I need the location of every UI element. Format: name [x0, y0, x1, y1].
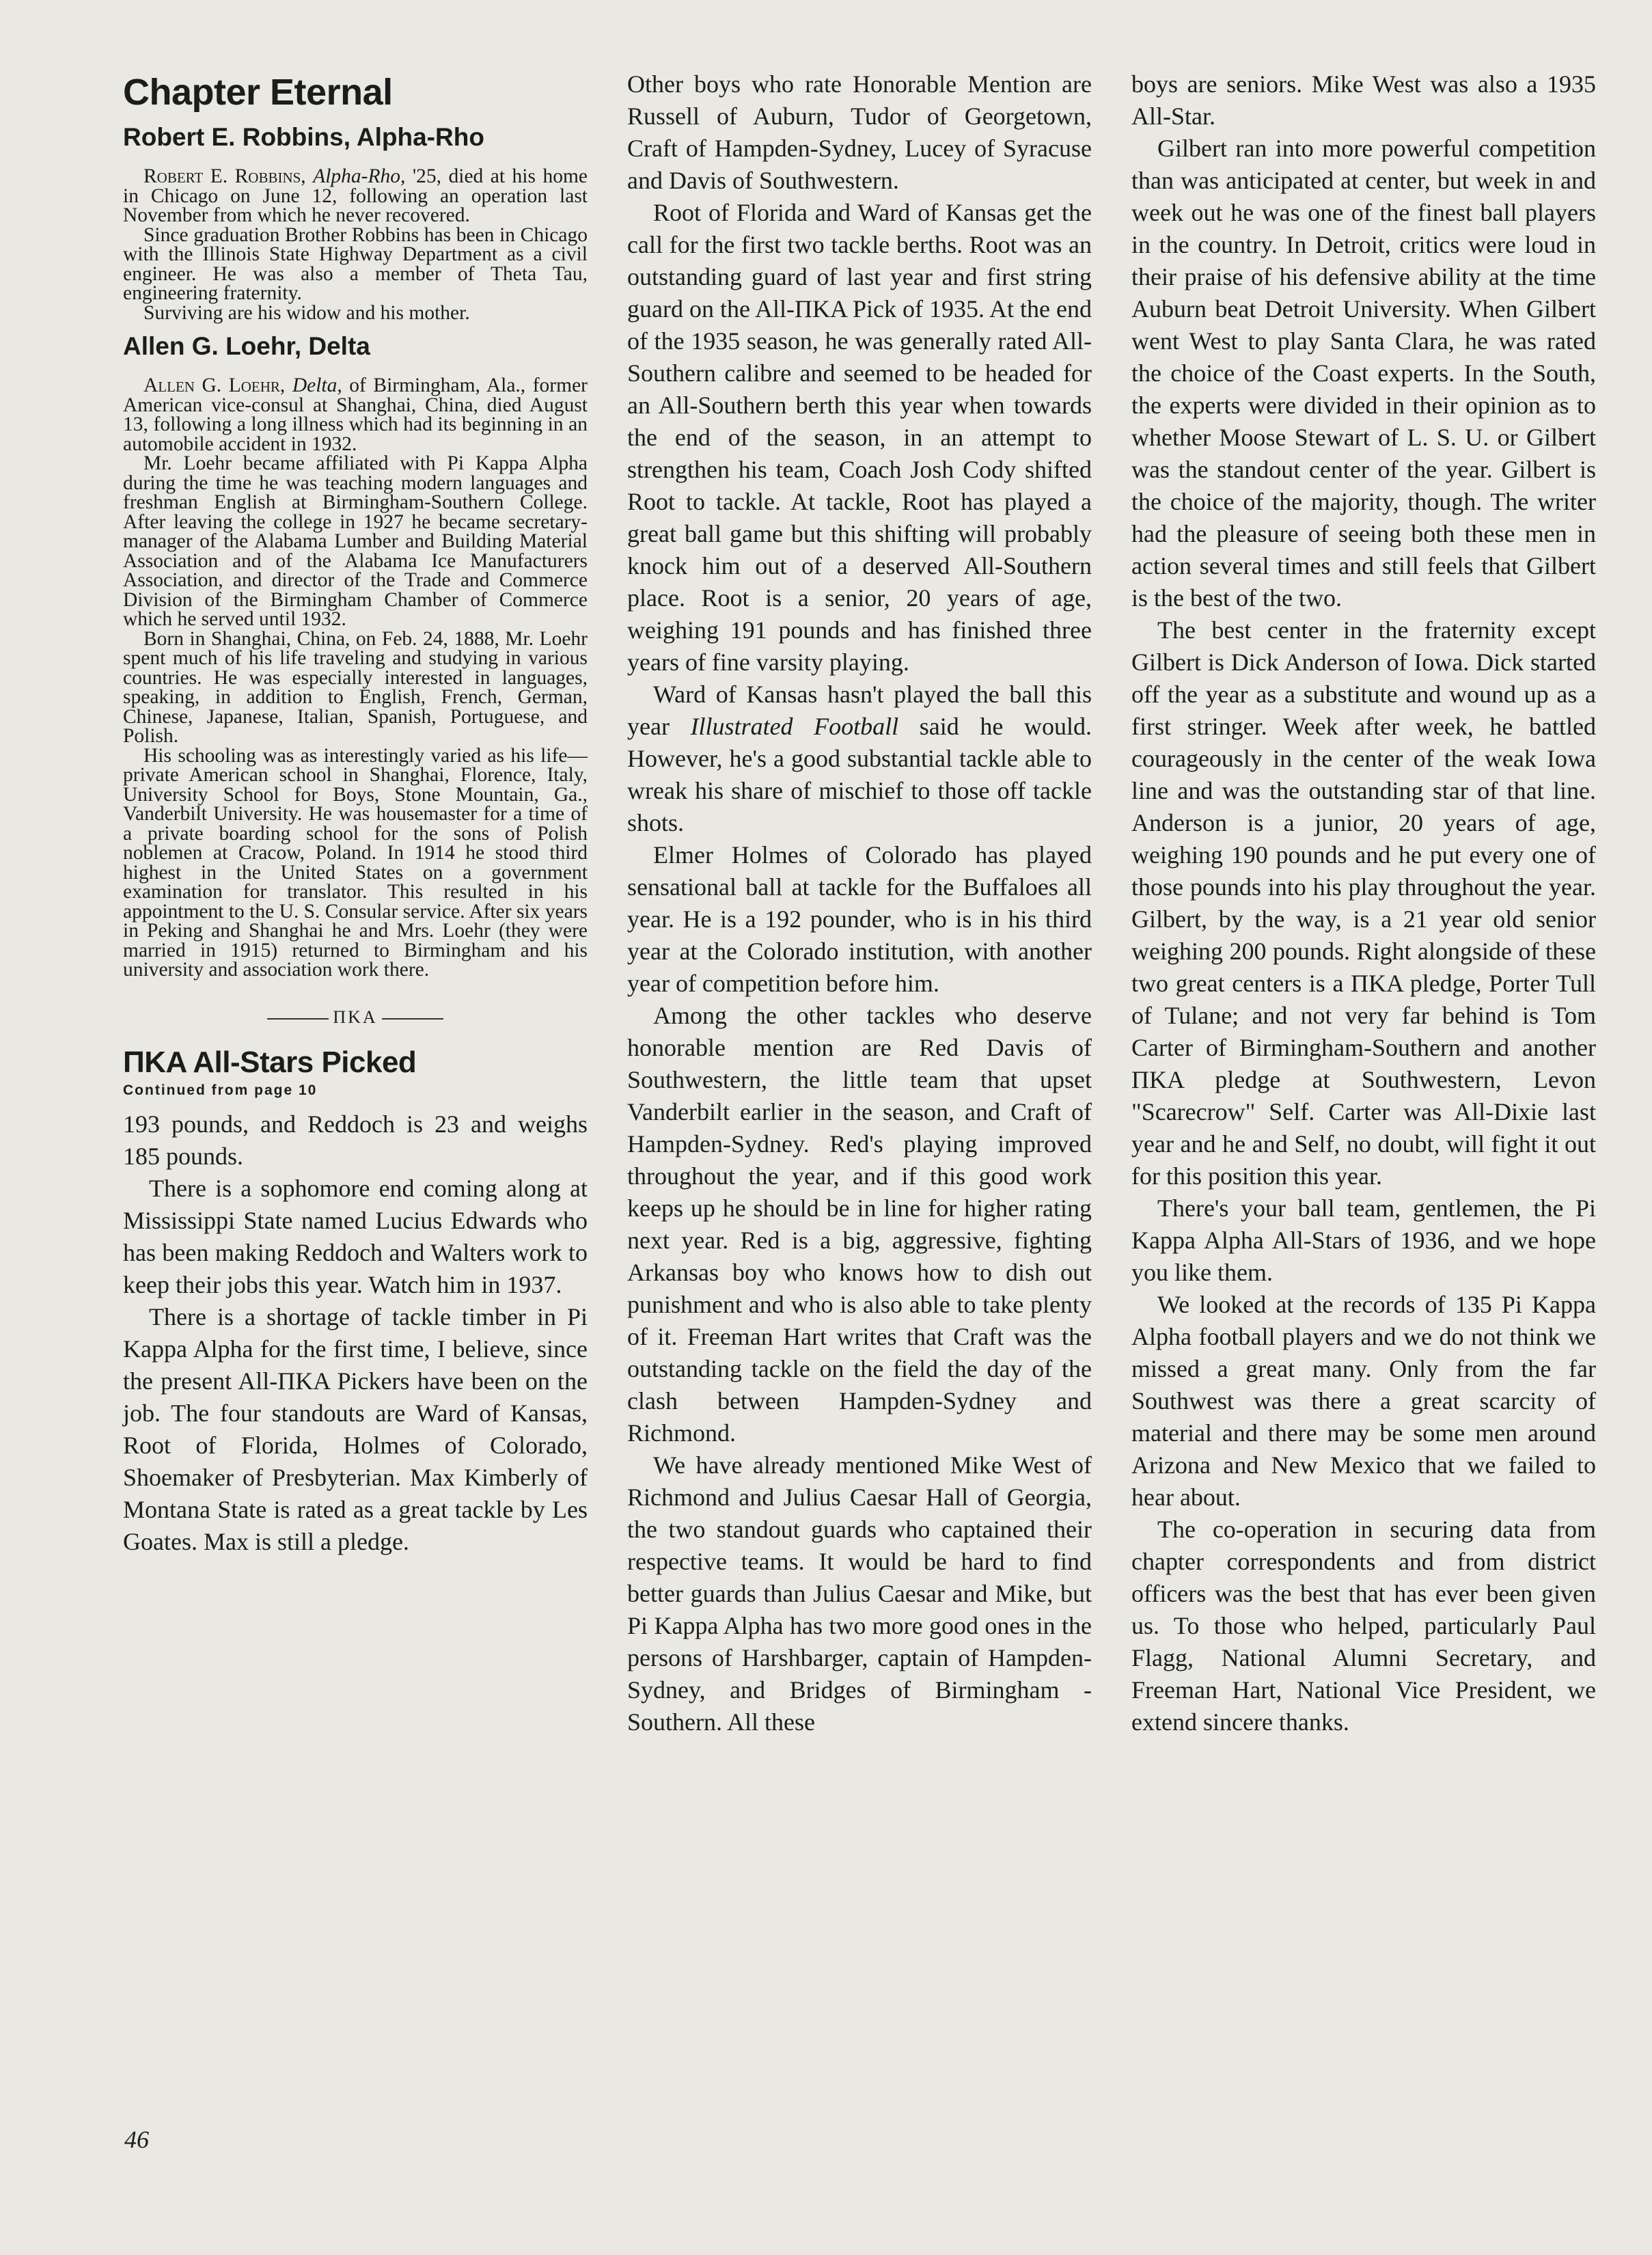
robbins-heading: Robert E. Robbins, Alpha-Rho: [123, 123, 484, 151]
p3-part-a: Ward of Kansas hasn't played the ball this year: [627, 681, 1092, 740]
loehr-heading: Allen G. Loehr, Delta: [123, 332, 370, 360]
robbins-paragraph-2: Since graduation Brother Robbins has been in Chicago with the Illinois State Highway Department as a civil engineer. He was also a member of Theta Tau, engineering fraternity.: [123, 223, 588, 304]
divider-rule-left: [267, 1018, 329, 1020]
chapter-eternal-title: Chapter Eternal: [123, 72, 393, 113]
divider-label: ΠΚΑ: [333, 1007, 378, 1027]
loehr-name: Allen G. Loehr,: [143, 374, 286, 396]
publication-title: Illustrated Football: [690, 713, 899, 740]
loehr-paragraph-3: Born in Shanghai, China, on Feb. 24, 1888, Mr. Loehr spent much of his life traveling and studying in various countries. He was especially interested in languages, speaking, in addition to English, French, German, Chinese, Japanese, Italian, Spanish, Portuguese, and Polish.: [123, 627, 588, 747]
column-middle: [627, 68, 1092, 1738]
robbins-paragraph-1: [123, 167, 588, 226]
allstars-col1-paragraph-3: There is a shortage of tackle timber in Pi Kappa Alpha for the first time, I believe, since the present All-ΠKA Pickers have been on the job. The four standouts are Ward of Kansas, Root of Florida, Holmes of Colorado, Shoemaker of Presbyterian. Max Kimberly of Montana State is rated as a great tackle by Les Goates. Max is still a pledge.: [123, 1302, 588, 1555]
column-right: [1131, 68, 1596, 1738]
allstars-col1-paragraph-2: There is a sophomore end coming along at Mississippi State named Lucius Edwards who has been making Reddoch and Walters work to keep their jobs this year. Watch him in 1937.: [123, 1174, 588, 1298]
continued-label: Continued from page 10: [123, 1082, 318, 1098]
loehr-paragraph-2: Mr. Loehr became affiliated with Pi Kappa Alpha during the time he was teaching modern languages and freshman English at Birmingham-Southern College. After leaving the college in 1927 he became secretary-manager of the Alabama Lumber and Building Material Association and of the Alabama Ice Manufacturers Association, and director of the Trade and Commerce Division of the Birmingham Chamber of Commerce which he served until 1932.: [123, 452, 588, 630]
section-divider: [123, 1007, 588, 1028]
allstars-col2-paragraph-4: Elmer Holmes of Colorado has played sensational ball at tackle for the Buffaloes all year. He is a 192 pounder, who is in his third year at the Colorado institution, with another year of competition before him.: [627, 841, 1092, 997]
allstars-col1-paragraph-1: 193 pounds, and Reddoch is 23 and weighs 185 pounds.: [123, 1110, 588, 1170]
allstars-col2-paragraph-6: We have already mentioned Mike West of Richmond and Julius Caesar Hall of Georgia, the two standout guards who captained their respective teams. It would be hard to find better guards than Julius Caesar and Mike, but Pi Kappa Alpha has two more good ones in the persons of Harshbarger, captain of Hampden-Sydney, and Bridges of Birmingham - Southern. All these: [627, 1451, 1092, 1736]
allstars-heading: ΠKA All-Stars Picked: [123, 1045, 417, 1079]
loehr-paragraph-4: His schooling was as interestingly varied as his life—private American school in Shanghai, Florence, Italy, University School for Boys, Stone Mountain, Ga., Vanderbilt University. He was housemaster for a time of a private boarding school for the sons of Polish noblemen at Cracow, Poland. In 1914 he stood third highest in the United States on a government examination for translator. This resulted in his appointment to the U. S. Consular service. After six years in Peking and Shanghai he and Mrs. Loehr (they were married in 1915) returned to Birmingham and his university and association work there.: [123, 744, 588, 981]
allstars-col3-paragraph-6: The co-operation in securing data from chapter correspondents and from district officers was the best that has ever been given us. To those who helped, particularly Paul Flagg, National Alumni Secretary, and Freeman Hart, National Vice President, we extend sincere thanks.: [1131, 1516, 1596, 1736]
allstars-col2-paragraph-1: Other boys who rate Honorable Mention are Russell of Auburn, Tudor of Georgetown, Craft of Hampden-Sydney, Lucey of Syracuse and Davis of Southwestern.: [627, 70, 1092, 194]
allstars-col2-paragraph-3: [627, 679, 1092, 839]
allstars-col3-paragraph-3: The best center in the fraternity except Gilbert is Dick Anderson of Iowa. Dick started off the year as a substitute and wound up as a first stringer. Week after week, he battled courageously in the center of the weak Iowa line and was the outstanding star of that line. Anderson is a junior, 20 years of age, weighing 190 pounds and he put every one of those pounds into his play throughout the year. Gilbert, by the way, is a 21 year old senior weighing 200 pounds. Right alongside of these two great centers is a ΠKA pledge, Porter Tull of Tulane; and not very far behind is Tom Carter of Birmingham-Southern and another ΠKA pledge at Southwestern, Levon "Scarecrow" Self. Carter was All-Dixie last year and he and Self, no doubt, will fight it out for this position this year.: [1131, 616, 1596, 1190]
page-number: 46: [124, 2126, 149, 2153]
allstars-col3-paragraph-5: We looked at the records of 135 Pi Kappa Alpha football players and we do not think we missed a great many. Only from the far Southwest was there a great scarcity of material and there may be some men around Arizona and New Mexico that we failed to hear about.: [1131, 1291, 1596, 1511]
allstars-col3-paragraph-2: Gilbert ran into more powerful competition than was anticipated at center, but week in and week out he was one of the finest ball players in the country. In Detroit, critics were loud in their praise of his defensive ability at the time Auburn beat Detroit University. When Gilbert went West to play Santa Clara, he was rated the choice of the Coast experts. In the South, the experts were divided in their opinion as to whether Moose Stewart of L. S. U. or Gilbert was the standout center of the year. Gilbert is the choice of the majority, though. The writer had the pleasure of seeing both these men in action several times and still feels that Gilbert is the best of the two.: [1131, 135, 1596, 612]
allstars-col2-paragraph-2: Root of Florida and Ward of Kansas get the call for the first two tackle berths. Root was an outstanding guard of last year and first string guard on the All-ΠKA Pick of 1935. At the end of the 1935 season, he was generally rated All-Southern calibre and seemed to be headed for an All-Southern berth this year when towards the end of the season, in an attempt to strengthen his team, Coach Josh Cody shifted Root to tackle. At tackle, Root has played a great ball game but this shifting will probably knock him out of a deserved All-Southern place. Root is a senior, 20 years of age, weighing 191 pounds and has finished three years of fine varsity playing.: [627, 199, 1092, 676]
loehr-paragraph-1: [123, 376, 588, 454]
p3-part-c: said he would. However, he's a good substantial tackle able to wreak his share of mischief to those off tackle shots.: [627, 713, 1092, 836]
robbins-chapter: Alpha-Rho,: [313, 165, 406, 187]
column-left: [123, 68, 588, 1558]
allstars-col3-paragraph-4: There's your ball team, gentlemen, the Pi Kappa Alpha All-Stars of 1936, and we hope you like them.: [1131, 1194, 1596, 1286]
allstars-col2-paragraph-5: Among the other tackles who deserve honorable mention are Red Davis of Southwestern, the little team that upset Vanderbilt earlier in the season, and Craft of Hampden-Sydney. Red's playing improved throughout the year, and if this good work keeps up he should be in line for higher rating next year. Red is a big, aggressive, fighting Arkansas boy who knows how to dish out punishment and who is also able to take plenty of it. Freeman Hart writes that Craft was the outstanding tackle on the field the day of the clash between Hampden-Sydney and Richmond.: [627, 1002, 1092, 1447]
robbins-p1-rest: '25, died at his home in Chicago on June 12, following an operation last November from which he never recovered.: [123, 165, 588, 226]
allstars-col3-paragraph-1: boys are seniors. Mike West was also a 1935 All-Star.: [1131, 70, 1596, 130]
robbins-paragraph-3: Surviving are his widow and his mother.: [143, 301, 470, 324]
robbins-name: Robert E. Robbins,: [143, 165, 306, 187]
loehr-chapter: Delta,: [292, 374, 342, 396]
loehr-p1-rest: of Birmingham, Ala., former American vice-consul at Shanghai, China, died August 13, following a long illness which had its beginning in an automobile accident in 1932.: [123, 374, 588, 455]
divider-rule-right: [382, 1018, 443, 1020]
